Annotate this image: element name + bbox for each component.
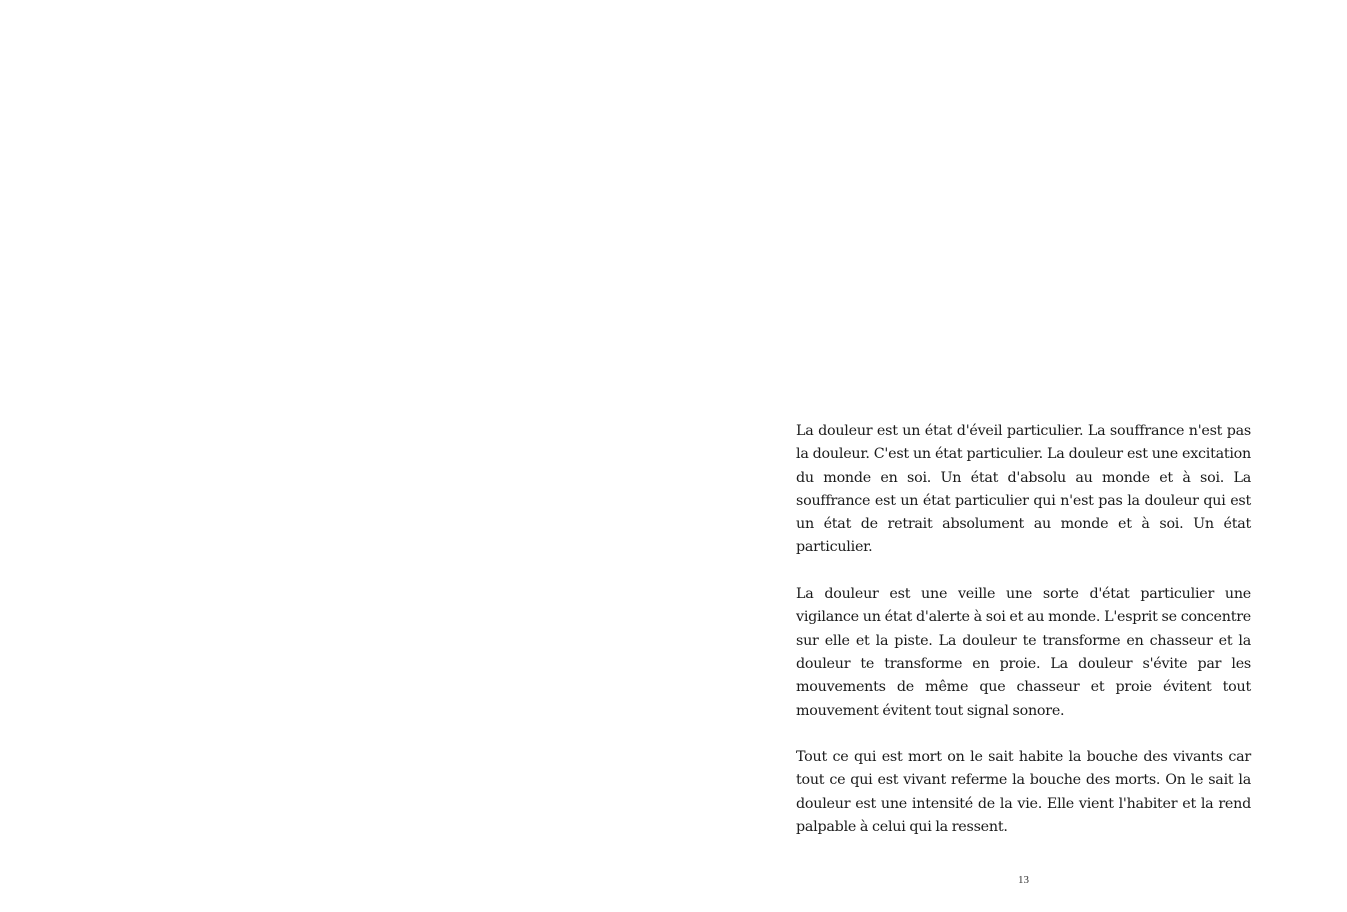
right-page bbox=[673, 0, 1347, 912]
paragraph-1: La douleur est un état d'éveil particulier. La souffrance n'est pas la douleur. C'est un état particulier. La douleur est une excitation du monde en soi. Un état d'absolu au monde et à soi. La souffrance est un état particulier qui n'est pas la douleur qui est un état de retrait absolument au monde et à soi. Un état particulier. bbox=[796, 423, 1251, 556]
paragraph-2: La douleur est une veille une sorte d'état particulier une vigilance un état d'alerte à soi et au monde. L'esprit se concentre sur elle et la piste. La douleur te transforme en chasseur et la douleur te transforme en proie. La douleur s'évite par les mouvements de même que chasseur et proie évitent tout mouvement évitent tout signal sonore. bbox=[796, 586, 1251, 719]
page-number: 13 bbox=[1018, 874, 1029, 886]
left-page-blank bbox=[0, 0, 673, 912]
body-text bbox=[796, 420, 1251, 839]
paragraph-3: Tout ce qui est mort on le sait habite la bouche des vivants car tout ce qui est vivant referme la bouche des morts. On le sait la douleur est une intensité de la vie. Elle vient l'habiter et la rend palpable à celui qui la ressent. bbox=[796, 749, 1251, 836]
